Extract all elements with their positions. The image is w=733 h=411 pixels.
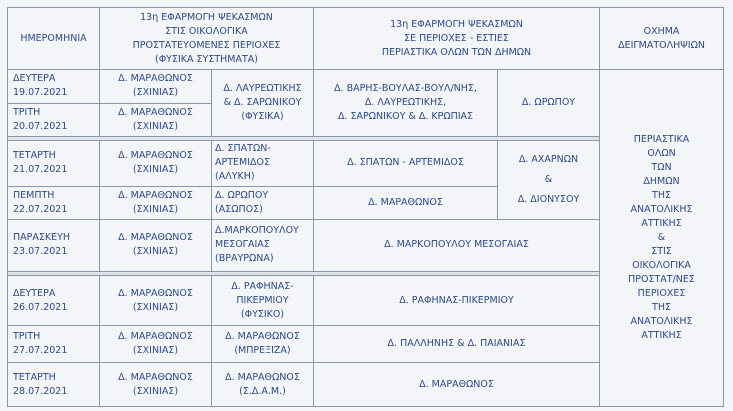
protected-area-cell [100,219,212,271]
residential-area-cell: Δ. ΜΑΡΑΘΩΝΟΣ [314,363,600,407]
natural-systems-cell [212,276,314,326]
protected-area-cell [100,186,212,219]
residential-area-cell: Δ. ΩΡΩΠΟΥ [498,70,600,137]
vehicle-line: ΤΩΝ [651,162,672,174]
protected-area-name: Δ. ΜΑΡΑΘΩΝΟΣ [118,371,193,383]
sampling-vehicle-cell [600,70,724,407]
protected-area-name: Δ. ΜΑΡΑΘΩΝΟΣ [118,232,193,244]
day-date: 21.07.2021 [13,164,68,176]
protected-area-cell [100,276,212,326]
residential-area-cell: Δ. ΡΑΦΗΝΑΣ-ΠΙΚΕΡΜΙΟΥ [314,276,600,326]
residential-area-line: Δ. ΑΧΑΡΝΩΝ [518,153,579,165]
vehicle-line: ΔΗΜΩΝ [643,176,680,188]
vehicle-line: ΟΛΩΝ [647,148,676,160]
natural-systems-line: (ΦΥΣΙΚΟ) [240,308,285,320]
header-date: ΗΜΕΡΟΜΗΝΙΑ [8,8,100,70]
protected-area-name: Δ. ΜΑΡΑΘΩΝΟΣ [118,150,193,162]
residential-area-cell [314,70,498,137]
day-name: ΤΡΙΤΗ [13,331,41,343]
natural-systems-line: Δ. ΩΡΩΠΟΥ [215,189,269,201]
protected-area-name: Δ. ΜΑΡΑΘΩΝΟΣ [118,73,193,85]
header-sampling-vehicle [600,8,724,70]
residential-area-cell: Δ. ΠΑΛΛΗΝΗΣ & Δ. ΠΑΙΑΝΙΑΣ [314,325,600,362]
residential-area-line: Δ. ΛΑΥΡΕΩΤΙΚΗΣ, [364,97,447,109]
vehicle-line: ΤΗΣ [652,302,671,314]
protected-area-cell [100,363,212,407]
header-row [8,8,724,70]
natural-systems-line: & Δ. ΣΑΡΩΝΙΚΟΥ [223,97,302,109]
vehicle-line: ΠΕΡΙΑΣΤΙΚΑ [633,134,690,146]
vehicle-line: ΠΕΡΙΟΧΕΣ [637,288,686,300]
header-residential-areas [314,8,600,70]
date-cell [8,103,100,136]
header-vehicle-line: ΟΧΗΜΑ [643,25,680,37]
header-protected-areas [100,8,314,70]
natural-systems-line: ΜΕΣΟΓΑΙΑΣ [215,239,270,251]
natural-systems-line: (ΑΛΥΚΗ) [215,171,255,183]
natural-systems-line: Δ.ΜΑΡΚΟΠΟΥΛΟΥ [215,225,299,237]
protected-area-place: (ΣΧΙΝΙΑΣ) [132,164,179,176]
natural-systems-line: (ΜΠΡΕΞΙΖΑ) [234,345,291,357]
protected-area-place: (ΣΧΙΝΙΑΣ) [132,120,179,132]
vehicle-line: ΑΤΤΙΚΗΣ [641,330,682,342]
protected-area-place: (ΣΧΙΝΙΑΣ) [132,246,179,258]
natural-systems-cell [212,141,314,187]
protected-area-place: (ΣΧΙΝΙΑΣ) [132,87,179,99]
residential-area-line: Δ. ΣΑΡΩΝΙΚΟΥ & Δ. ΚΡΩΠΙΑΣ [337,111,474,123]
residential-area-line: & [544,173,553,185]
vehicle-line: ΑΝΑΤΟΛΙΚΗΣ [630,316,693,328]
protected-area-place: (ΣΧΙΝΙΑΣ) [132,301,179,313]
date-cell [8,325,100,362]
day-date: 27.07.2021 [13,345,68,357]
natural-systems-line: Δ. ΣΠΑΤΩΝ- [215,143,271,155]
date-cell [8,141,100,187]
day-name: ΔΕΥΤΕΡΑ [13,73,56,85]
day-date: 26.07.2021 [13,301,68,313]
day-date: 23.07.2021 [13,246,68,258]
header-protected-line: ΠΡΟΣΤΑΤΕΥΟΜΕΝΕΣ ΠΕΡΙΟΧΕΣ [132,39,281,51]
residential-area-cell: Δ. ΣΠΑΤΩΝ - ΑΡΤΕΜΙΔΟΣ [314,141,498,187]
natural-systems-cell [212,325,314,362]
natural-systems-line: Δ. ΛΑΥΡΕΩΤΙΚΗΣ [223,83,302,95]
protected-area-cell [100,141,212,187]
day-date: 22.07.2021 [13,203,68,215]
protected-area-place: (ΣΧΙΝΙΑΣ) [132,203,179,215]
table-row [8,70,724,103]
protected-area-cell [100,325,212,362]
vehicle-line: ΤΗΣ [652,190,671,202]
header-vehicle-line: ΔΕΙΓΜΑΤΟΛΗΨΙΩΝ [618,39,705,51]
day-name: ΠΕΜΠΤΗ [13,189,55,201]
date-cell [8,363,100,407]
day-name: ΠΑΡΑΣΚΕΥΗ [13,232,71,244]
natural-systems-cell [212,70,314,137]
natural-systems-line: Δ. ΜΑΡΑΘΩΝΟΣ [225,371,300,383]
natural-systems-line: (ΦΥΣΙΚΑ) [241,111,284,123]
natural-systems-line: (ΒΡΑΥΡΩΝΑ) [215,253,274,265]
day-date: 20.07.2021 [13,120,68,132]
residential-area-line: Δ. ΔΙΟΝΥΣΟΥ [517,193,580,205]
date-cell [8,219,100,271]
vehicle-line: & [657,232,666,244]
protected-area-cell [100,70,212,103]
protected-area-name: Δ. ΜΑΡΑΘΩΝΟΣ [118,287,193,299]
vehicle-line: ΣΤΙΣ [651,246,672,258]
natural-systems-line: (Σ.Δ.Α.Μ.) [239,385,286,397]
header-protected-line: (ΦΥΣΙΚΑ ΣΥΣΤΗΜΑΤΑ) [155,53,258,65]
natural-systems-line: Δ. ΡΑΦΗΝΑΣ- [231,280,294,292]
natural-systems-cell [212,219,314,271]
natural-systems-line: ΑΡΤΕΜΙΔΟΣ [215,157,271,169]
header-residential-line: 13η ΕΦΑΡΜΟΓΗ ΨΕΚΑΣΜΩΝ [390,18,523,30]
protected-area-name: Δ. ΜΑΡΑΘΩΝΟΣ [118,189,193,201]
residential-area-line: Δ. ΒΑΡΗΣ-ΒΟΥΛΑΣ-ΒΟΥΛ/ΝΗΣ, [334,83,477,95]
day-name: ΔΕΥΤΕΡΑ [13,287,56,299]
protected-area-name: Δ. ΜΑΡΑΘΩΝΟΣ [118,106,193,118]
header-residential-line: ΣΕ ΠΕΡΙΟΧΕΣ - ΕΣΤΙΕΣ [404,32,509,44]
natural-systems-line: (ΑΣΩΠΟΣ) [215,203,263,215]
residential-area-cell: Δ. ΜΑΡΚΟΠΟΥΛΟΥ ΜΕΣΟΓΑΙΑΣ [314,219,600,271]
date-cell [8,186,100,219]
protected-area-name: Δ. ΜΑΡΑΘΩΝΟΣ [118,331,193,343]
protected-area-cell [100,103,212,136]
spraying-schedule-table [7,7,724,407]
natural-systems-cell [212,363,314,407]
header-protected-line: ΣΤΙΣ ΟΙΚΟΛΟΓΙΚΑ [165,25,248,37]
natural-systems-cell [212,186,314,219]
protected-area-place: (ΣΧΙΝΙΑΣ) [132,385,179,397]
vehicle-line: ΠΡΟΣΤΑΤ/ΝΕΣ [628,274,695,286]
vehicle-line: ΑΤΤΙΚΗΣ [641,218,682,230]
date-cell [8,70,100,103]
header-protected-line: 13η ΕΦΑΡΜΟΓΗ ΨΕΚΑΣΜΩΝ [140,11,273,23]
date-cell [8,276,100,326]
residential-area-cell [498,141,600,220]
day-name: ΤΕΤΑΡΤΗ [13,150,56,162]
natural-systems-line: ΠΙΚΕΡΜΙΟΥ [236,294,289,306]
day-date: 19.07.2021 [13,87,68,99]
protected-area-place: (ΣΧΙΝΙΑΣ) [132,345,179,357]
vehicle-line: ΑΝΑΤΟΛΙΚΗΣ [630,204,693,216]
residential-area-cell: Δ. ΜΑΡΑΘΩΝΟΣ [314,186,498,219]
day-name: ΤΕΤΑΡΤΗ [13,371,56,383]
vehicle-line: ΟΙΚΟΛΟΓΙΚΑ [632,260,691,272]
day-date: 28.07.2021 [13,385,68,397]
header-residential-line: ΠΕΡΙΑΣΤΙΚΑ ΟΛΩΝ ΤΩΝ ΔΗΜΩΝ [381,46,532,58]
day-name: ΤΡΙΤΗ [13,106,41,118]
natural-systems-line: Δ. ΜΑΡΑΘΩΝΟΣ [225,331,300,343]
